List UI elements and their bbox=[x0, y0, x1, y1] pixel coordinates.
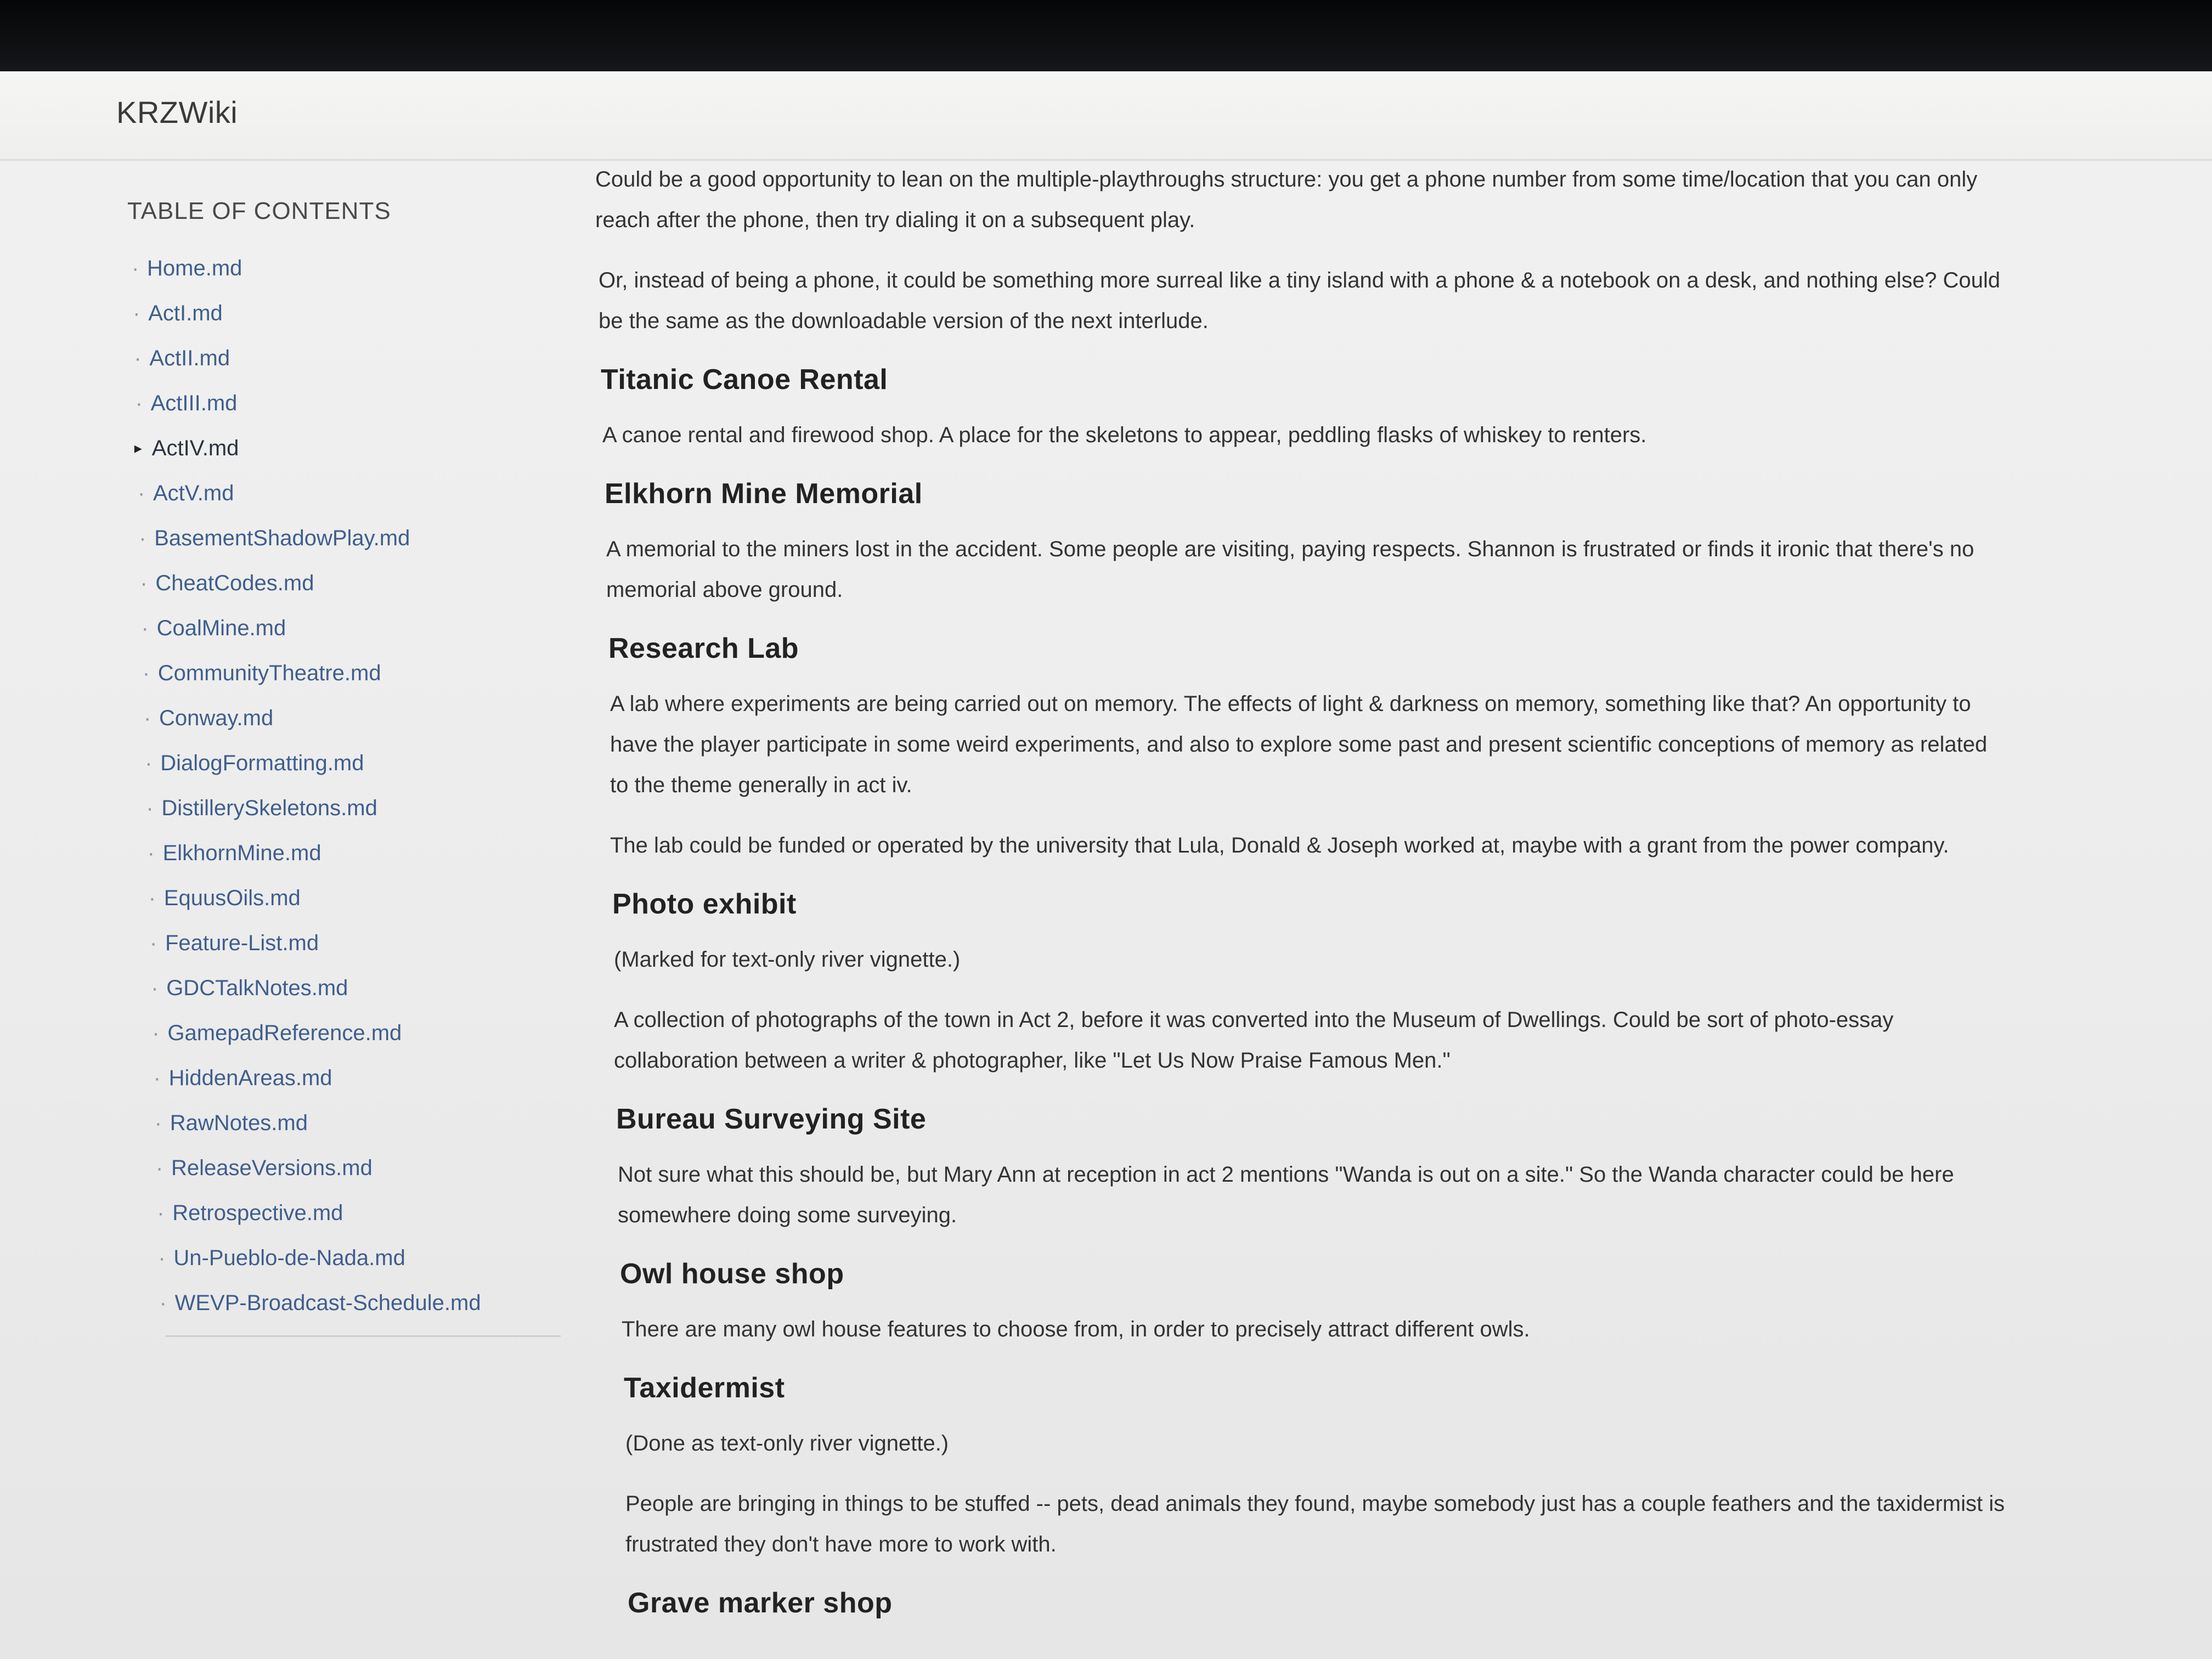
section-paragraph: People are bringing in things to be stuffed -- pets, dead animals they found, maybe somebody just has a couple feathers and the taxidermist is frustrated they don't have more to work with. bbox=[625, 1492, 2005, 1556]
monitor-bezel bbox=[0, 0, 2212, 74]
toc-link-gdctalknotes[interactable]: · GDCTalkNotes.md bbox=[146, 966, 566, 1011]
toc-link-actiii[interactable]: · ActIII.md bbox=[131, 381, 566, 426]
toc-link-dialogformatting[interactable]: · DialogFormatting.md bbox=[140, 741, 566, 786]
toc-link-activ[interactable]: ▸ ActIV.md bbox=[132, 426, 566, 471]
toc-link-feature-list[interactable]: · Feature-List.md bbox=[145, 921, 566, 966]
section-heading: Elkhorn Mine Memorial bbox=[605, 478, 923, 510]
toc-link-equusoils[interactable]: · EquusOils.md bbox=[144, 876, 566, 921]
toc-link-hiddenareas[interactable]: · HiddenAreas.md bbox=[149, 1056, 566, 1101]
toc-link-conway[interactable]: · Conway.md bbox=[139, 696, 566, 741]
section-paragraph: (Done as text-only river vignette.) bbox=[625, 1431, 949, 1455]
section-heading: Titanic Canoe Rental bbox=[601, 364, 888, 396]
section-heading: Grave marker shop bbox=[628, 1587, 893, 1619]
toc-link-actv[interactable]: · ActV.md bbox=[133, 471, 566, 516]
article-content bbox=[595, 159, 2005, 1638]
toc-link-home[interactable]: · Home.md bbox=[127, 246, 566, 291]
section-paragraph: The lab could be funded or operated by the university that Lula, Donald & Joseph worked at, maybe with a grant from the power company. bbox=[610, 833, 1949, 857]
toc-link-rawnotes[interactable]: · RawNotes.md bbox=[150, 1101, 566, 1146]
section-paragraph: (Marked for text-only river vignette.) bbox=[614, 947, 961, 972]
toc-link-coalmine[interactable]: · CoalMine.md bbox=[137, 606, 566, 651]
toc-link-basementshadowplay[interactable]: · BasementShadowPlay.md bbox=[134, 516, 566, 561]
toc-link-communitytheatre[interactable]: · CommunityTheatre.md bbox=[138, 651, 566, 696]
toc-divider bbox=[166, 1335, 561, 1337]
section-paragraph: A lab where experiments are being carried out on memory. The effects of light & darkness on memory, something like that? An opportunity to have the player participate in some weird experiments, and also to explore some past and present scientific conceptions of memory as related to the theme generally in act iv. bbox=[610, 692, 1988, 797]
browser-viewport bbox=[0, 71, 2212, 1659]
section-paragraph: There are many owl house features to choose from, in order to precisely attract different owls. bbox=[622, 1317, 1530, 1341]
toc-link-distilleryskeletons[interactable]: · DistillerySkeletons.md bbox=[142, 786, 566, 831]
toc-link-gamepadreference[interactable]: · GamepadReference.md bbox=[148, 1011, 566, 1056]
toc-link-releaseversions[interactable]: · ReleaseVersions.md bbox=[151, 1146, 566, 1190]
toc-title: TABLE OF CONTENTS bbox=[127, 198, 391, 224]
section-paragraph: Not sure what this should be, but Mary Ann at reception in act 2 mentions "Wanda is out on a site." So the Wanda character could be here somewhere doing some surveying. bbox=[618, 1163, 1954, 1227]
section-heading: Bureau Surveying Site bbox=[616, 1103, 927, 1135]
toc-link-un-pueblo-de-nada[interactable]: · Un-Pueblo-de-Nada.md bbox=[154, 1235, 566, 1280]
toc-link-acti[interactable]: · ActI.md bbox=[128, 291, 566, 336]
section-heading: Research Lab bbox=[608, 633, 799, 664]
section-heading: Photo exhibit bbox=[612, 888, 797, 920]
section-paragraph: A memorial to the miners lost in the accident. Some people are visiting, paying respects. Shannon is frustrated or finds it ironic that there's no memorial above ground. bbox=[606, 537, 1974, 602]
toc-link-actii[interactable]: · ActII.md bbox=[129, 336, 566, 381]
toc-link-elkhornmine[interactable]: · ElkhornMine.md bbox=[143, 831, 566, 876]
intro-paragraph: Could be a good opportunity to lean on the multiple-playthroughs structure: you get a phone number from some time/location that you can only reach after the phone, then try dialing it on a subsequent play. bbox=[595, 167, 1978, 232]
intro-paragraph: Or, instead of being a phone, it could be something more surreal like a tiny island with a phone & a notebook on a desk, and nothing else? Could be the same as the downloadable version of the next interlude. bbox=[599, 268, 2000, 333]
sidebar-toc bbox=[127, 198, 566, 1337]
section-heading: Taxidermist bbox=[624, 1372, 785, 1404]
toc-link-wevp-broadcast-schedule[interactable]: · WEVP-Broadcast-Schedule.md bbox=[155, 1280, 566, 1325]
site-brand-link[interactable]: KRZWiki bbox=[116, 95, 238, 129]
toc-list bbox=[127, 246, 566, 1325]
section-paragraph: A collection of photographs of the town in Act 2, before it was converted into the Museum of Dwellings. Could be sort of photo-essay collaboration between a writer & photographer, like "Let Us Now Praise Famous Men." bbox=[614, 1008, 1894, 1073]
toc-link-retrospective[interactable]: · Retrospective.md bbox=[153, 1190, 566, 1235]
top-navbar bbox=[0, 71, 2212, 161]
toc-link-cheatcodes[interactable]: · CheatCodes.md bbox=[136, 561, 566, 606]
section-heading: Owl house shop bbox=[620, 1258, 844, 1290]
section-paragraph: A canoe rental and firewood shop. A place for the skeletons to appear, peddling flasks of whiskey to renters. bbox=[602, 423, 1647, 447]
